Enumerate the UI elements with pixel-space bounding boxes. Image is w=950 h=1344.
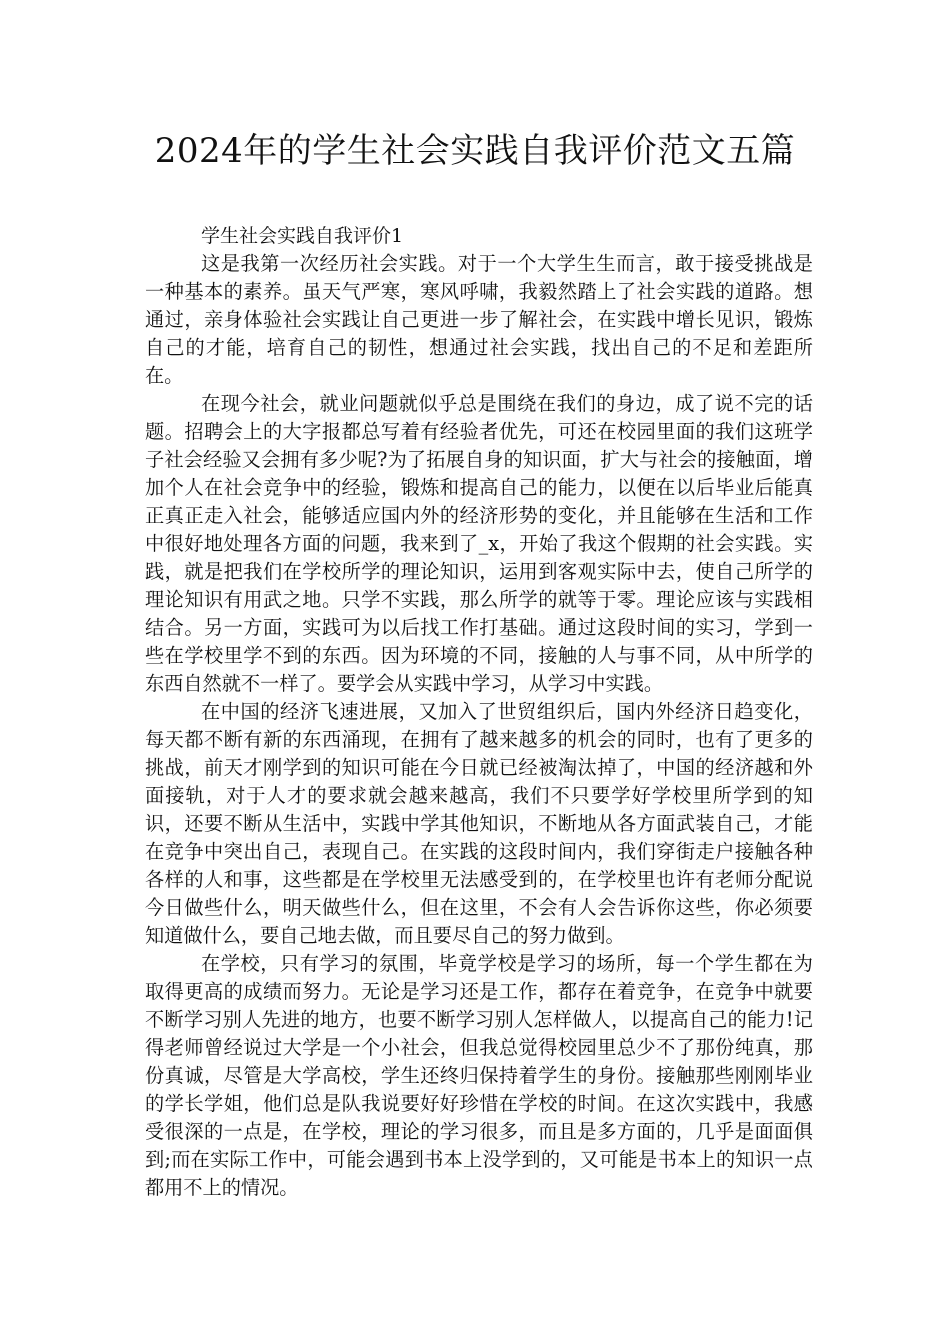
paragraph-4: 在学校，只有学习的氛围，毕竟学校是学习的场所，每一个学生都在为取得更高的成绩而努力。无论是学习还是工作，都存在着竞争，在竞争中就要不断学习别人先进的地方，也要不断学习别人怎样做人，以提高自己的能力!记得老师曾经说过大学是一个小社会，但我总觉得校园里总少不了那份纯真，那份真诚，尽管是大学高校，学生还终归保持着学生的身份。接触那些刚刚毕业的学长学姐，他们总是队我说要好好珍惜在学校的时间。在这次实践中，我感受很深的一点是，在学校，理论的学习很多，而且是多方面的，几乎是面面俱到;而在实际工作中，可能会遇到书本上没学到的，又可能是书本上的知识一点都用不上的情况。 — [145, 952, 813, 1199]
section-heading: 学生社会实践自我评价1 — [201, 225, 404, 247]
paragraph-1: 这是我第一次经历社会实践。对于一个大学生生而言，敢于接受挑战是一种基本的素养。虽天气严寒，寒风呼啸，我毅然踏上了社会实践的道路。想通过，亲身体验社会实践让自己更进一步了解社会，在实践中增长见识，锻炼自己的才能，培育自己的韧性，想通过社会实践，找出自己的不足和差距所在。 — [145, 252, 813, 387]
paragraph-2: 在现今社会，就业问题就似乎总是围绕在我们的身边，成了说不完的话题。招聘会上的大字报都总写着有经验者优先，可还在校园里面的我们这班学子社会经验又会拥有多少呢?为了拓展自身的知识面，扩大与社会的接触面，增加个人在社会竞争中的经验，锻炼和提高自己的能力，以便在以后毕业后能真正真正走入社会，能够适应国内外的经济形势的变化，并且能够在生活和工作中很好地处理各方面的问题，我来到了_x，开始了我这个假期的社会实践。实践，就是把我们在学校所学的理论知识，运用到客观实际中去，使自己所学的理论知识有用武之地。只学不实践，那么所学的就等于零。理论应该与实践相结合。另一方面，实践可为以后找工作打基础。通过这段时间的实习，学到一些在学校里学不到的东西。因为环境的不同，接触的人与事不同，从中所学的东西自然就不一样了。要学会从实践中学习，从学习中实践。 — [145, 392, 813, 695]
document-title: 2024年的学生社会实践自我评价范文五篇 — [154, 131, 796, 171]
paragraph-3: 在中国的经济飞速进展，又加入了世贸组织后，国内外经济日趋变化，每天都不断有新的东西涌现，在拥有了越来越多的机会的同时，也有了更多的挑战，前天才刚学到的知识可能在今日就已经被淘汰掉了，中国的经济越和外面接轨，对于人才的要求就会越来越高，我们不只要学好学校里所学到的知识，还要不断从生活中，实践中学其他知识，不断地从各方面武装自己，才能在竞争中突出自己，表现自己。在实践的这段时间内，我们穿街走户接触各种各样的人和事，这些都是在学校里无法感受到的，在学校里也许有老师分配说今日做些什么，明天做些什么，但在这里，不会有人会告诉你这些，你必须要知道做什么，要自己地去做，而且要尽自己的努力做到。 — [145, 700, 813, 947]
document-body — [145, 222, 813, 1202]
